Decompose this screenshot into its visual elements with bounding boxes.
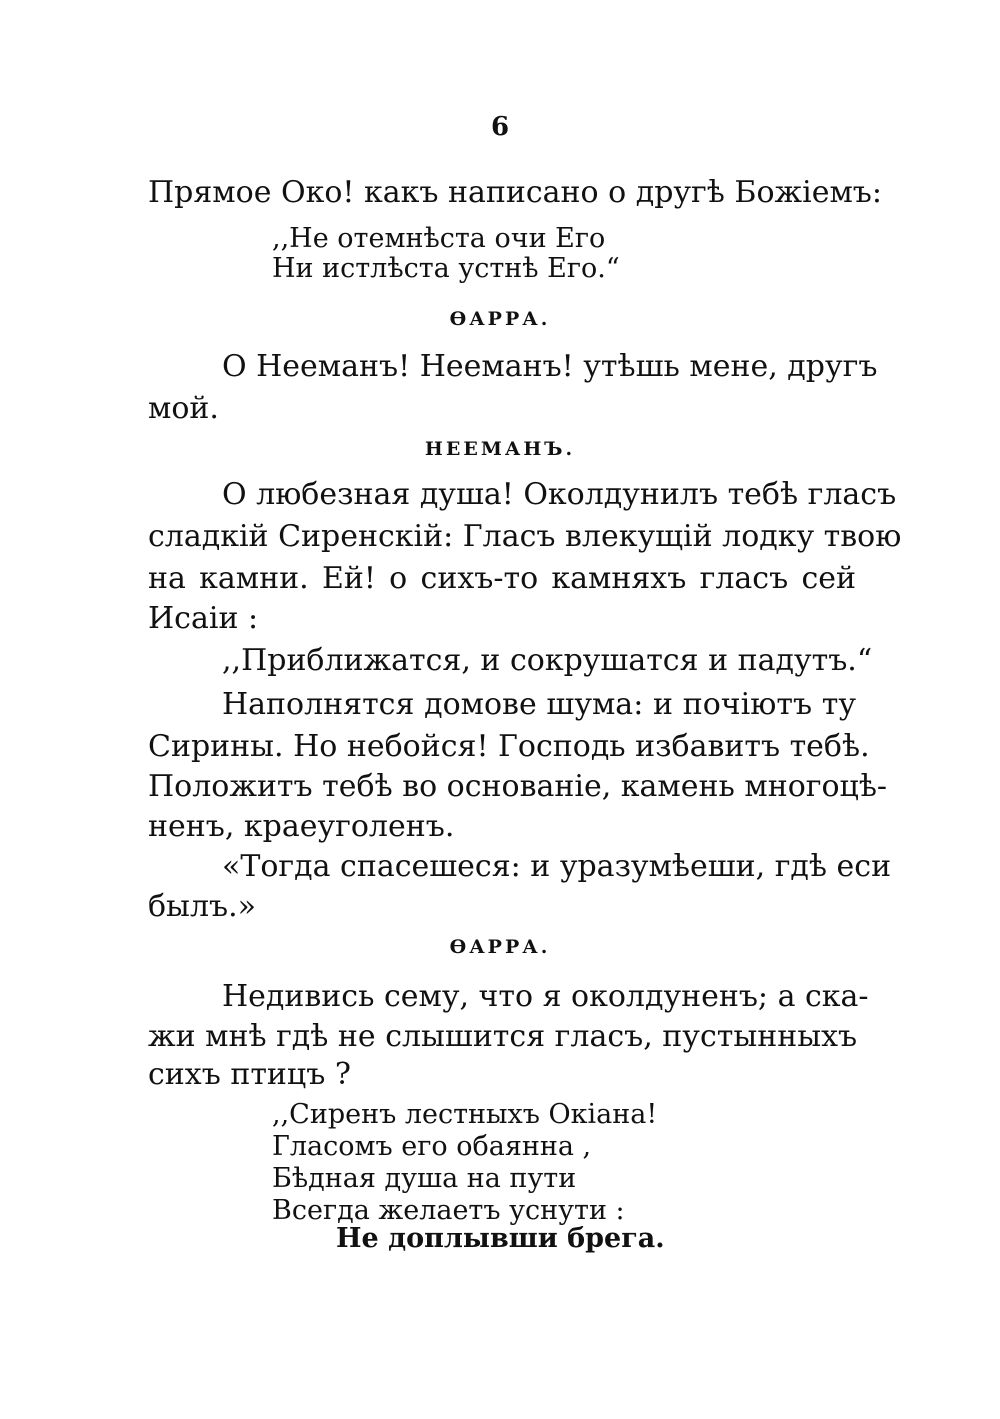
- verse-line: Всегда желаетъ уснути :: [272, 1195, 625, 1226]
- verse-line: Не доплывши брега.: [336, 1223, 665, 1254]
- verse-line: ,,Сиренъ лестныхъ Окіана!: [272, 1099, 658, 1130]
- speaker-heading: ѲАРРА.: [449, 936, 551, 958]
- text-line: сихъ птицъ ?: [148, 1057, 351, 1092]
- quote-line: ,,Не отемнѣста очи Его: [272, 223, 606, 254]
- text-line: ненъ, краеуголенъ.: [148, 809, 455, 844]
- verse-line: Гласомъ его обаянна ,: [272, 1131, 592, 1162]
- speaker-heading: НЕЕМАНЪ.: [424, 438, 576, 460]
- text-line: «Тогда спасешеся: и уразумѣеши, гдѣ еси: [222, 849, 892, 884]
- text-line: жи мнѣ гдѣ не слышится гласъ, пустынныхъ: [148, 1019, 858, 1054]
- text-line: Прямое Око! какъ написано о другѣ Божіемъ:: [148, 175, 882, 210]
- text-line: О любезная душа! Околдунилъ тебѣ гласъ: [222, 477, 897, 512]
- speaker-heading: ѲАРРА.: [449, 308, 551, 330]
- quote-line: Ни истлѣста устнѣ Его.“: [272, 253, 620, 284]
- text-line: былъ.»: [148, 889, 256, 924]
- text-line: Сирины. Но небойся! Господь избавитъ тебѣ.: [148, 729, 870, 764]
- text-line: Недивись сему, что я околдуненъ; а ска-: [222, 979, 869, 1014]
- text-line: на камни. Ей! о сихъ-то камняхъ гласъ сей: [148, 561, 856, 596]
- text-line: Наполнятся домове шума: и почіютъ ту: [222, 687, 856, 722]
- text-line: О Нееманъ! Нееманъ! утѣшь мене, другъ: [222, 349, 878, 384]
- page-number: 6: [490, 112, 510, 142]
- text-line: сладкій Сиренскій: Гласъ влекущій лодку твою: [148, 519, 902, 554]
- quote-line: ,,Приближатся, и сокрушатся и падутъ.“: [222, 643, 873, 678]
- text-line: Исаіи :: [148, 601, 259, 636]
- text-line: мой.: [148, 391, 219, 426]
- text-line: Положитъ тебѣ во основаніе, камень многоцѣ-: [148, 769, 888, 804]
- verse-line: Бѣдная душа на пути: [272, 1163, 577, 1194]
